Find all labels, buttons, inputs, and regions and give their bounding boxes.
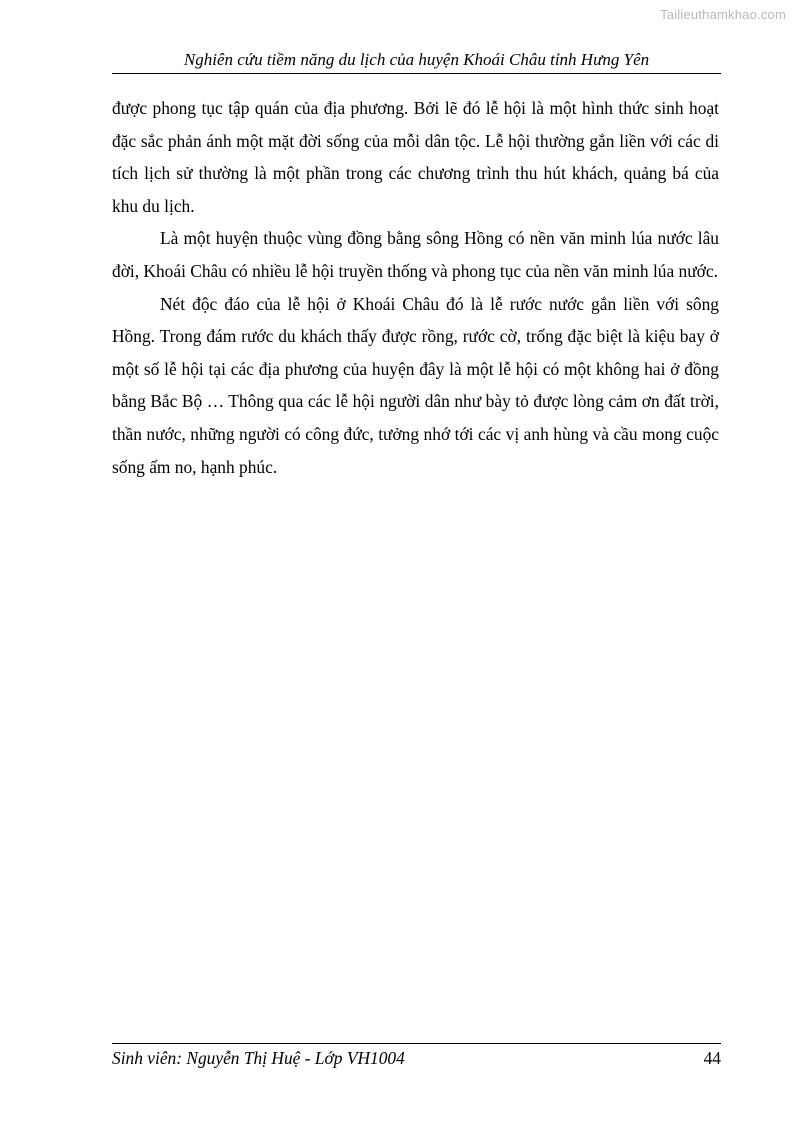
paragraph-continuation: được phong tục tập quán của địa phương. Bởi lẽ đó lễ hội là một hình thức sinh hoạt đặc sắc phản ánh một mặt đời sống của mỗi dân tộc. Lễ hội thường gắn liền với các di tích lịch sử thường là một phần trong các chương trình thu hút khách, quảng bá của khu du lịch. xyxy=(112,98,719,216)
running-header: Nghiên cứu tiềm năng du lịch của huyện Khoái Châu tỉnh Hưng Yên xyxy=(112,49,721,74)
page-number: 44 xyxy=(703,1048,721,1068)
student-info: Sinh viên: Nguyễn Thị Huệ - Lớp VH1004 xyxy=(112,1048,405,1068)
watermark-text: Tailieuthamkhao.com xyxy=(660,7,786,22)
paragraph-festival-highlight: Nét độc đáo của lễ hội ở Khoái Châu đó là lễ rước nước gắn liền với sông Hồng. Trong đám rước du khách thấy được rồng, rước cờ, trống đặc biệt là kiệu bay ở một số lễ hội tại các địa phương của huyện đây là một lễ hội có một không hai ở đồng bằng Bắc Bộ … Thông qua các lễ hội người dân như bày tỏ được lòng cảm ơn đất trời, thần nước, những người có công đức, tưởng nhớ tới các vị anh hùng và cầu mong cuộc sống ấm no, hạnh phúc. xyxy=(112,293,719,477)
page-footer xyxy=(112,1043,721,1070)
body-text xyxy=(112,92,719,483)
paragraph-region-intro: Là một huyện thuộc vùng đồng bằng sông Hồng có nền văn minh lúa nước lâu đời, Khoái Châu có nhiều lễ hội truyền thống và phong tục của nền văn minh lúa nước. xyxy=(112,228,719,281)
